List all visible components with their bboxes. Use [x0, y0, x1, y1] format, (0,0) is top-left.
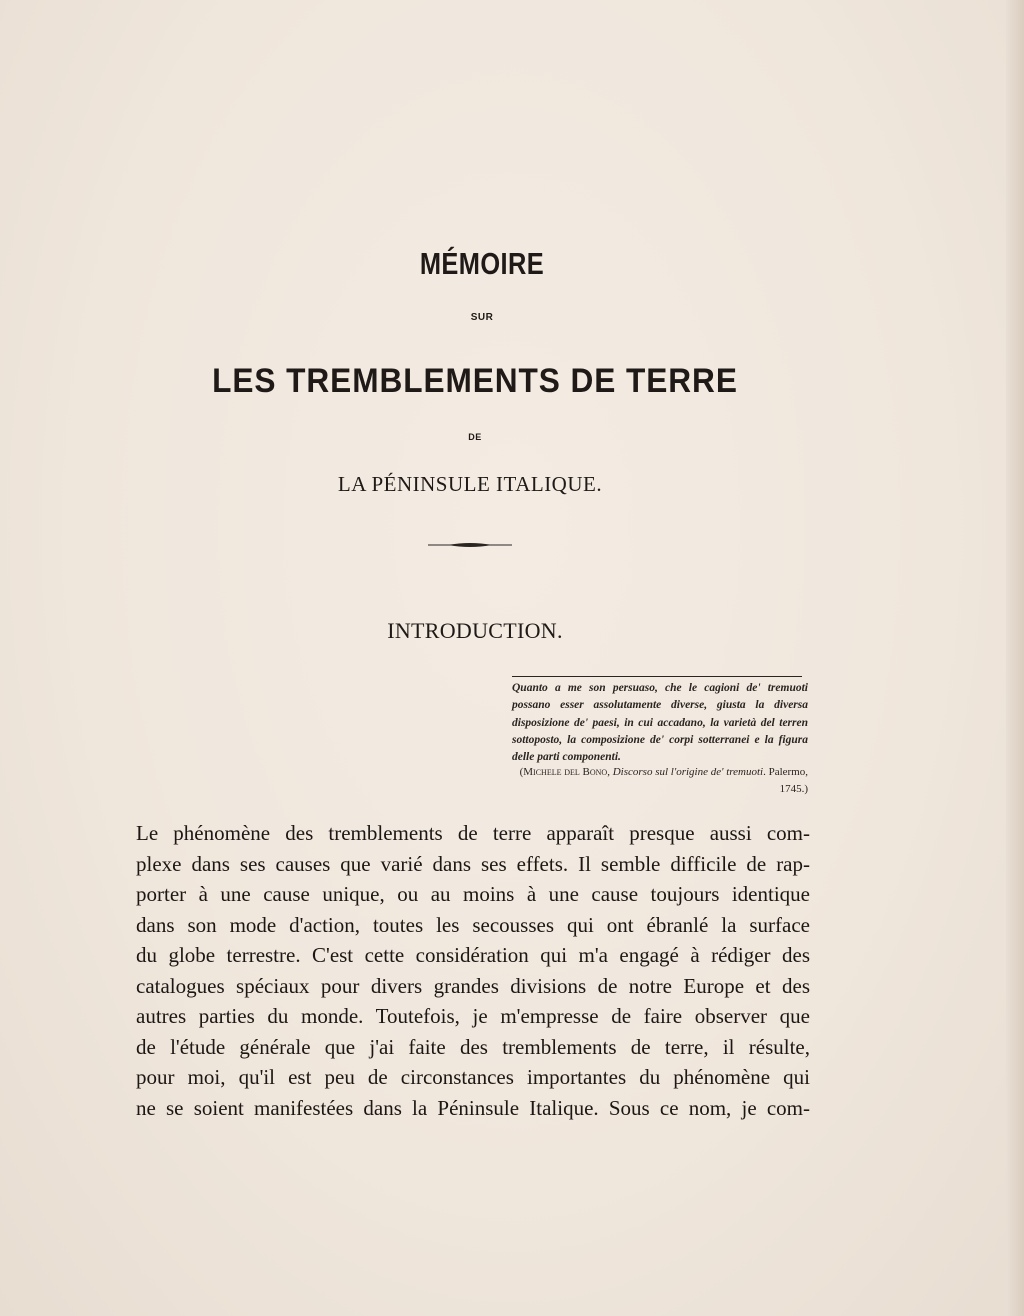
page-spine-shadow — [1006, 0, 1024, 1316]
section-heading: INTRODUCTION. — [387, 618, 563, 643]
title-region: LA PÉNINSULE ITALIQUE. — [337, 472, 603, 496]
body-line: catalogues spéciaux pour divers grandes divisions de notre Europe et des — [136, 973, 810, 998]
body-line: de l'étude générale que j'ai faite des tremblements de terre, il résulte, — [136, 1034, 810, 1059]
title-memoire: MÉMOIRE — [419, 246, 545, 281]
ornament-rule — [428, 542, 512, 548]
title-sur: SUR — [470, 312, 494, 323]
citation-place-year: Palermo, 1745. — [768, 766, 808, 795]
body-line: dans son mode d'action, toutes les secousses qui ont ébranlé la surface — [136, 912, 810, 937]
citation-work: Discorso sul l'origine de' tremuoti — [612, 766, 764, 778]
citation-author: Michele del Bono — [523, 766, 608, 778]
epigraph-text: Quanto a me son persuaso, che le cagioni de' tremuoti possano esser assolutamente diverse, giusta la diversa disposizione de' paesi, in cui accadano, la varietà del terren sottoposto, la composizione de' corpi sotterranei e la figura delle parti componenti. — [512, 682, 808, 764]
body-line: pour moi, qu'il est peu de circonstances importantes du phénomène qui — [136, 1065, 810, 1089]
body-line: autres parties du monde. Toutefois, je m'empresse de faire observer que — [136, 1004, 810, 1028]
body-line: ne se soient manifestées dans la Péninsule Italique. Sous ce nom, je com- — [136, 1095, 810, 1120]
body-line: porter à une cause unique, ou au moins à une cause toujours identique — [136, 882, 810, 906]
body-line: Le phénomène des tremblements de terre apparaît presque aussi com- — [136, 821, 810, 845]
title-subject: LES TREMBLEMENTS DE TERRE — [212, 362, 738, 400]
title-de: DE — [468, 432, 482, 442]
body-line: plexe dans ses causes que varié dans ses effets. Il semble difficile de rap- — [136, 851, 810, 876]
body-line: du globe terrestre. C'est cette considération qui m'a engagé à rédiger des — [136, 943, 810, 967]
epigraph-citation: (Michele del Bono, Discorso sul l'origine de' tremuoti. Palermo, 1745.) — [519, 766, 808, 795]
epigraph-rule — [512, 676, 802, 677]
body-paragraph — [136, 818, 810, 1123]
